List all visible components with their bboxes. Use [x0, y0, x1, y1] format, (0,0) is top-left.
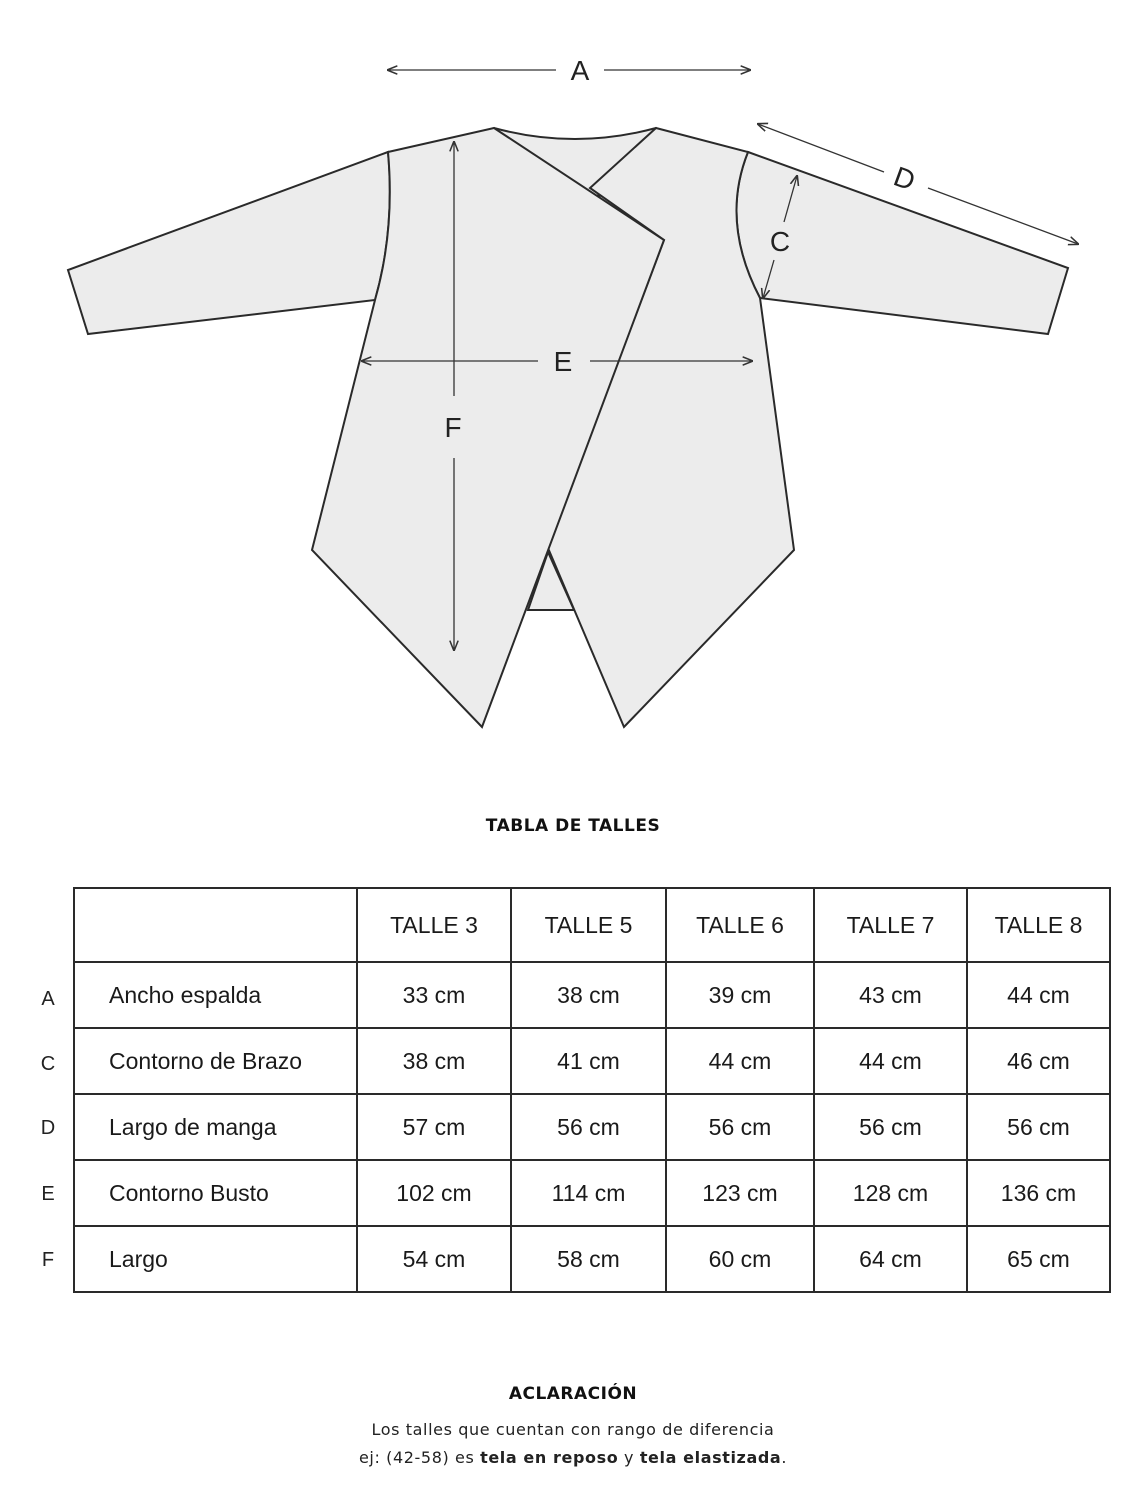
measure-name: Largo: [74, 1226, 357, 1292]
table-cell: 56 cm: [967, 1094, 1110, 1160]
note-bold-text: tela en reposo: [480, 1448, 619, 1467]
table-header-talle-6: TALLE 6: [666, 888, 814, 962]
left-sleeve: [68, 152, 390, 334]
dimension-d-label: D: [889, 160, 920, 197]
table-header-talle-8: TALLE 8: [967, 888, 1110, 962]
table-header-talle-5: TALLE 5: [511, 888, 666, 962]
table-row: [74, 1094, 1110, 1160]
size-table-title: TABLA DE TALLES: [485, 816, 661, 836]
dimension-c-label: C: [769, 226, 791, 257]
measure-name: Ancho espalda: [74, 962, 357, 1028]
table-cell: 56 cm: [511, 1094, 666, 1160]
measure-name: Largo de manga: [74, 1094, 357, 1160]
table-row: [74, 1028, 1110, 1094]
row-letter-a: A: [41, 988, 55, 1010]
note-text: y: [618, 1448, 640, 1467]
table-cell: 65 cm: [967, 1226, 1110, 1292]
table-cell: 39 cm: [666, 962, 814, 1028]
table-cell: 43 cm: [814, 962, 967, 1028]
table-cell: 102 cm: [357, 1160, 511, 1226]
table-row: [74, 1160, 1110, 1226]
table-header-talle-7: TALLE 7: [814, 888, 967, 962]
table-header-empty: [74, 888, 357, 962]
table-cell: 128 cm: [814, 1160, 967, 1226]
row-letter-f: F: [41, 1249, 55, 1271]
row-letter-d: D: [40, 1117, 56, 1139]
note-text: ej: (42-58) es: [358, 1448, 481, 1467]
dimension-e-label: E: [553, 346, 573, 377]
table-cell: 54 cm: [357, 1226, 511, 1292]
note-text: .: [781, 1448, 787, 1467]
table-header-talle-3: TALLE 3: [357, 888, 511, 962]
note-title: ACLARACIÓN: [508, 1384, 638, 1404]
dimension-a-label: A: [570, 55, 590, 86]
table-cell: 56 cm: [814, 1094, 967, 1160]
table-cell: 57 cm: [357, 1094, 511, 1160]
table-cell: 38 cm: [357, 1028, 511, 1094]
row-letter-e: E: [41, 1183, 55, 1205]
dimension-f-label: F: [444, 412, 462, 443]
table-header-row: [74, 888, 1110, 962]
table-cell: 46 cm: [967, 1028, 1110, 1094]
table-cell: 44 cm: [666, 1028, 814, 1094]
table-cell: 44 cm: [967, 962, 1110, 1028]
table-cell: 114 cm: [511, 1160, 666, 1226]
table-cell: 41 cm: [511, 1028, 666, 1094]
measure-name: Contorno de Brazo: [74, 1028, 357, 1094]
table-cell: 38 cm: [511, 962, 666, 1028]
note-line-2: [0, 1448, 1146, 1467]
table-cell: 44 cm: [814, 1028, 967, 1094]
size-table: [73, 887, 1111, 1293]
table-cell: 136 cm: [967, 1160, 1110, 1226]
row-letter-c: C: [40, 1053, 56, 1075]
table-row: [74, 1226, 1110, 1292]
table-row: [74, 962, 1110, 1028]
note-line-1: Los talles que cuentan con rango de diferencia: [371, 1420, 775, 1439]
table-cell: 64 cm: [814, 1226, 967, 1292]
table-cell: 33 cm: [357, 962, 511, 1028]
table-cell: 60 cm: [666, 1226, 814, 1292]
table-cell: 56 cm: [666, 1094, 814, 1160]
measure-name: Contorno Busto: [74, 1160, 357, 1226]
note-bold-text: tela elastizada: [639, 1448, 782, 1467]
table-cell: 58 cm: [511, 1226, 666, 1292]
table-cell: 123 cm: [666, 1160, 814, 1226]
